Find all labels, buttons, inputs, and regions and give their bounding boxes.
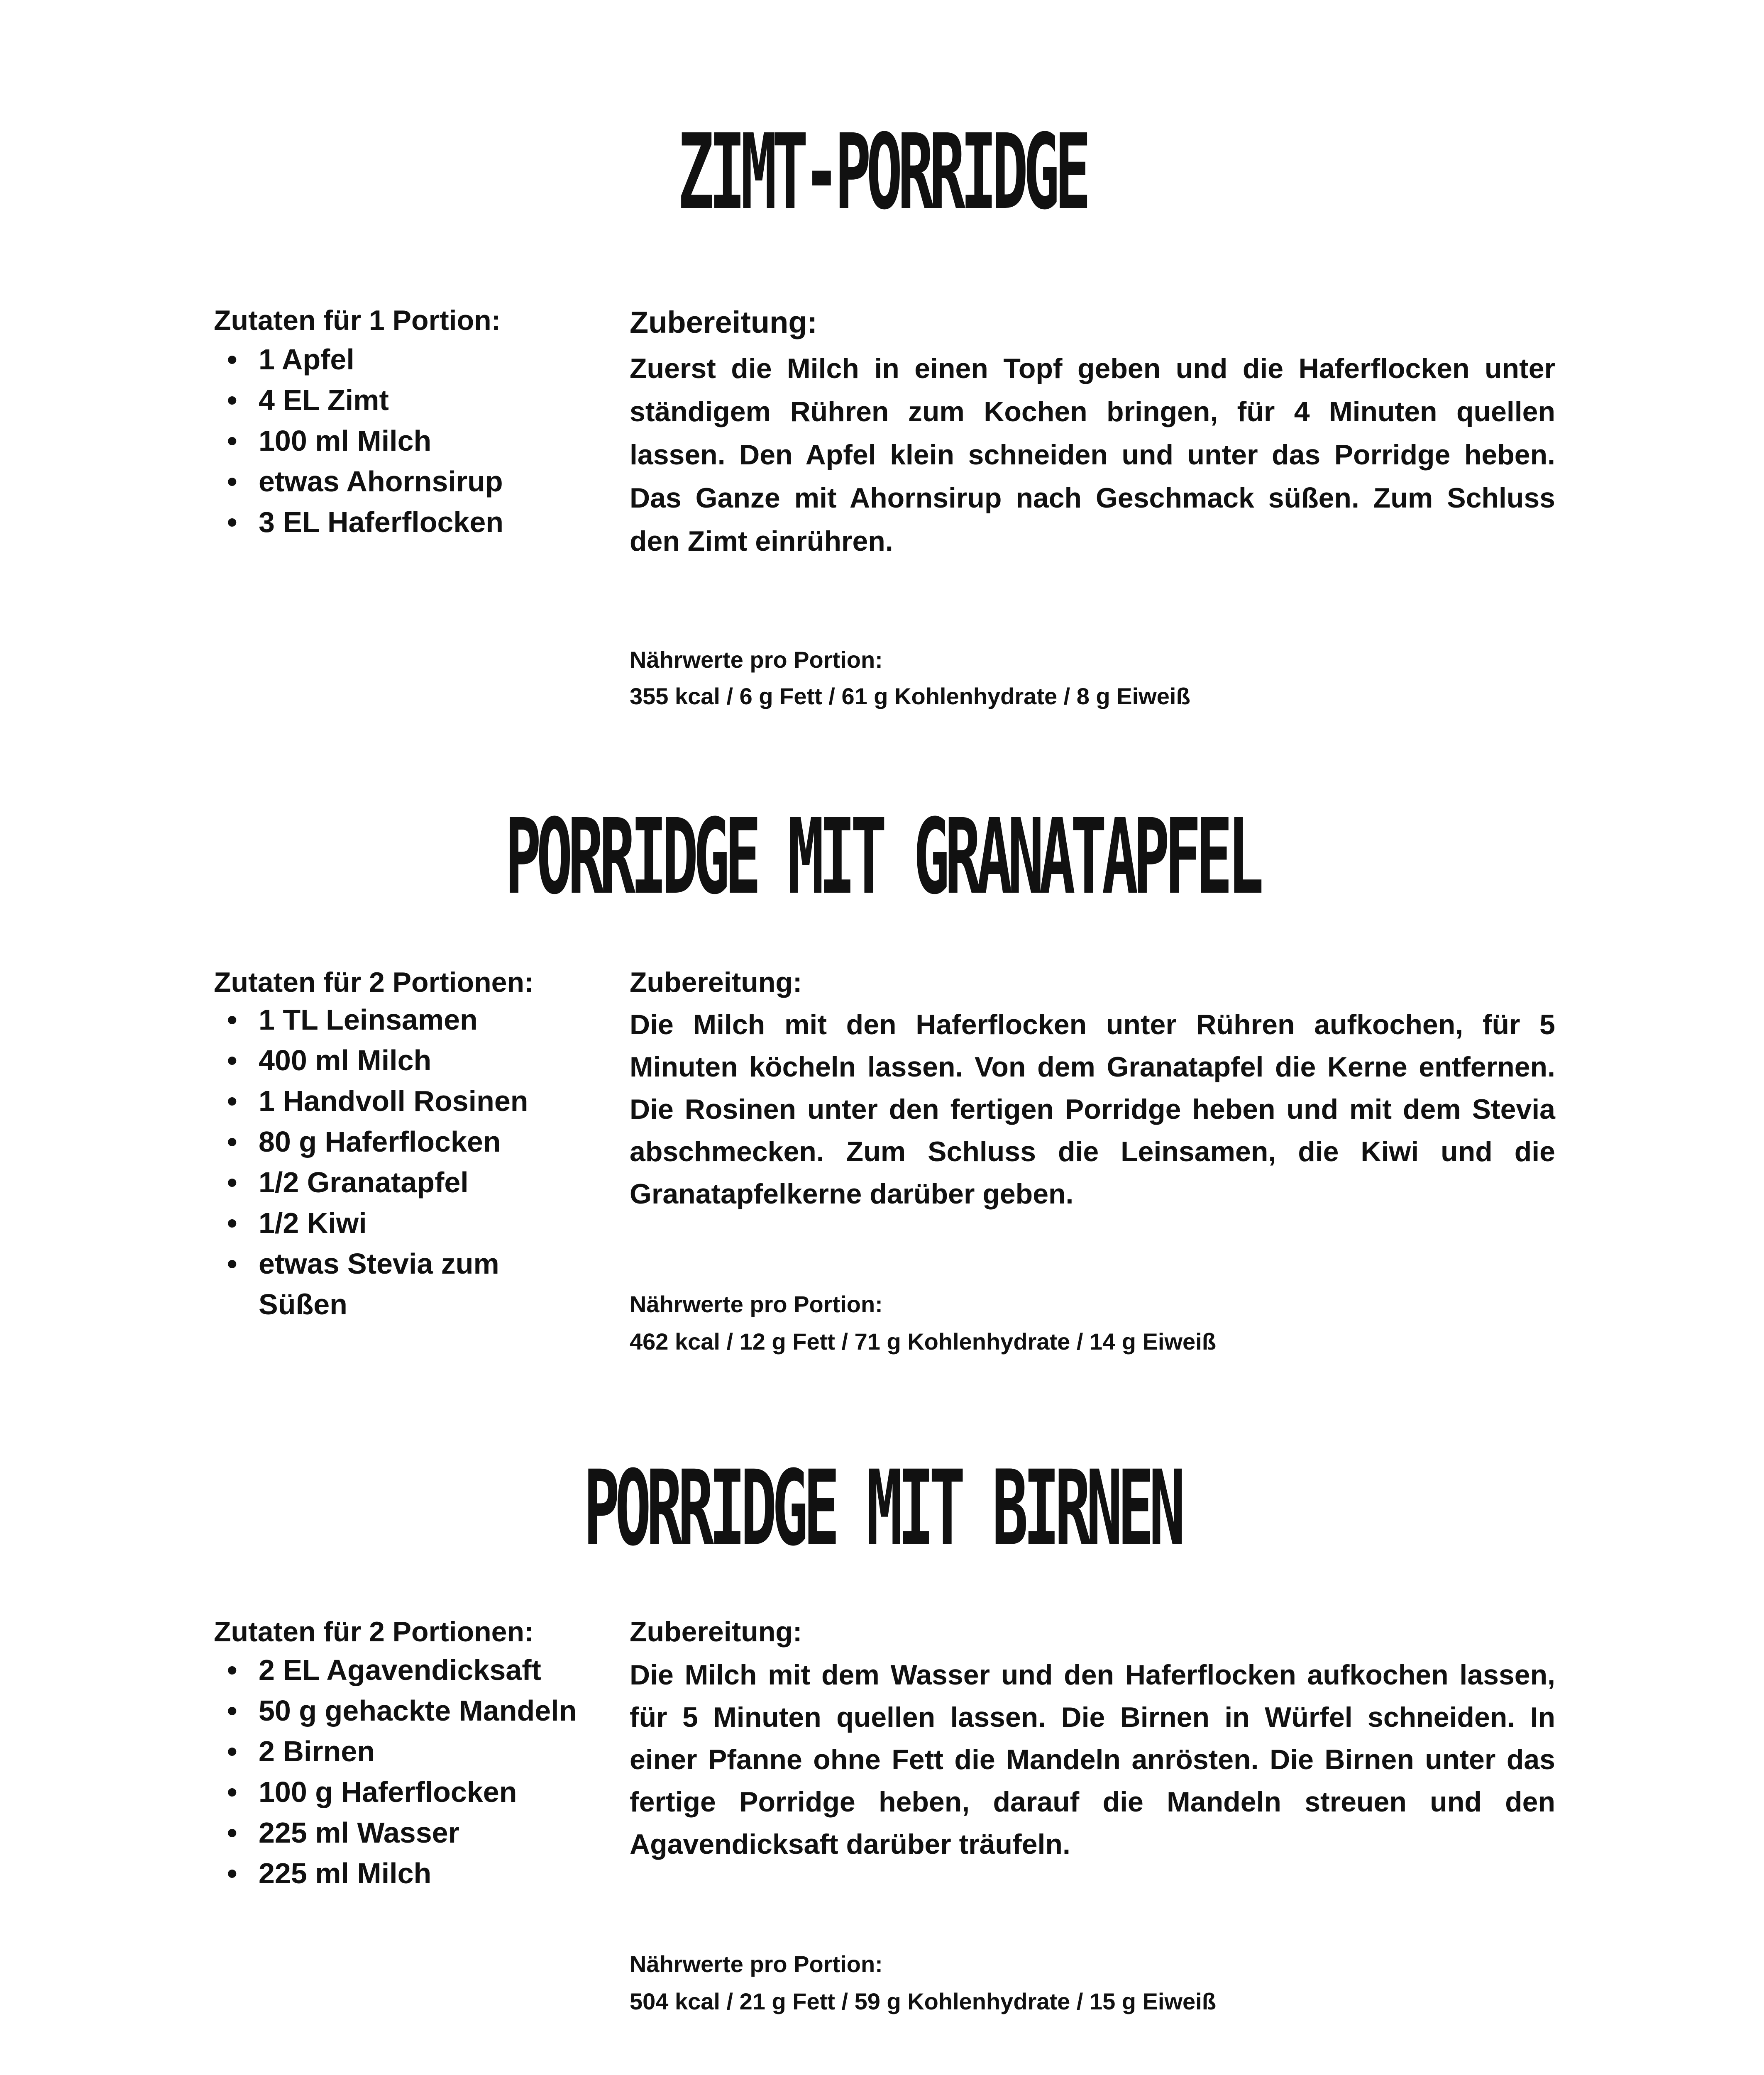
ingredient-item: • 2 EL Agavendicksaft [214, 1650, 657, 1690]
recipe-title: PORRIDGE MIT BIRNEN [583, 1448, 1181, 1569]
recipe-title: PORRIDGE MIT GRANATAPFEL [505, 796, 1259, 917]
ingredient-item: • etwas Ahornsirup [214, 461, 657, 502]
ingredient-item: • 4 EL Zimt [214, 380, 657, 420]
ingredient-item: • 100 ml Milch [214, 420, 657, 461]
ingredient-item: • 80 g Haferflocken [214, 1121, 657, 1162]
preparation-text: Zuerst die Milch in einen Topf geben und die Haferflocken unter ständigem Rühren zum Kochen bringen, für 4 Minuten quellen lassen. Den Apfel klein schneiden und unter das Porridge heben. Das Ganze mit Ahornsirup nach Geschmack süßen. Zum Schluss den Zimt einrühren. [630, 353, 1555, 557]
preparation-heading: Zubereitung: [630, 305, 818, 339]
preparation-heading: Zubereitung: [630, 1616, 802, 1648]
ingredient-item: • 1 TL Leinsamen [214, 999, 657, 1040]
ingredient-item: • 2 Birnen [214, 1731, 657, 1772]
preparation-text: Die Milch mit den Haferflocken unter Rühren aufkochen, für 5 Minuten köcheln lassen. Von dem Granatapfel die Kerne entfernen. Die Rosinen unter den fertigen Porridge heben und mit dem Stevia abschmecken. Zum Schluss die Leinsamen, die Kiwi und die Granatapfelkerne darüber geben. [630, 1009, 1555, 1210]
ingredient-item: • 100 g Haferflocken [214, 1772, 657, 1812]
ingredients-list [214, 999, 657, 1325]
ingredient-item: • 50 g gehackte Mandeln [214, 1690, 657, 1731]
nutrition-values: 504 kcal / 21 g Fett / 59 g Kohlenhydrate / 15 g Eiweiß [630, 1988, 1216, 2014]
ingredient-item: • 1/2 Granatapfel [214, 1162, 657, 1203]
ingredient-item: • etwas Stevia zum Süßen [214, 1243, 549, 1325]
ingredient-item: • 225 ml Wasser [214, 1812, 657, 1853]
ingredients-heading: Zutaten für 2 Portionen: [214, 967, 534, 998]
nutrition-heading: Nährwerte pro Portion: [630, 1291, 883, 1317]
ingredient-item: • 1 Handvoll Rosinen [214, 1081, 657, 1121]
ingredient-item: • 1 Apfel [214, 339, 657, 380]
nutrition-heading: Nährwerte pro Portion: [630, 1951, 883, 1977]
ingredients-heading: Zutaten für 2 Portionen: [214, 1616, 534, 1648]
nutrition-values: 355 kcal / 6 g Fett / 61 g Kohlenhydrate / 8 g Eiweiß [630, 683, 1190, 709]
ingredients-heading: Zutaten für 1 Portion: [214, 305, 501, 336]
preparation-heading: Zubereitung: [630, 967, 802, 998]
nutrition-heading: Nährwerte pro Portion: [630, 647, 883, 673]
recipe-title: ZIMT-PORRIDGE [677, 112, 1087, 232]
ingredient-item: • 3 EL Haferflocken [214, 502, 657, 542]
nutrition-values: 462 kcal / 12 g Fett / 71 g Kohlenhydrate / 14 g Eiweiß [630, 1328, 1216, 1355]
preparation-text: Die Milch mit dem Wasser und den Haferflocken aufkochen lassen, für 5 Minuten quellen lassen. Die Birnen in Würfel schneiden. In einer Pfanne ohne Fett die Mandeln anrösten. Die Birnen unter das fertige Porridge heben, darauf die Mandeln streuen und den Agavendicksaft darüber träufeln. [630, 1659, 1555, 1860]
ingredient-item: • 1/2 Kiwi [214, 1203, 657, 1243]
ingredient-item: • 400 ml Milch [214, 1040, 657, 1081]
ingredients-list [214, 1650, 657, 1894]
ingredients-list [214, 339, 657, 542]
ingredient-item: • 225 ml Milch [214, 1853, 657, 1894]
